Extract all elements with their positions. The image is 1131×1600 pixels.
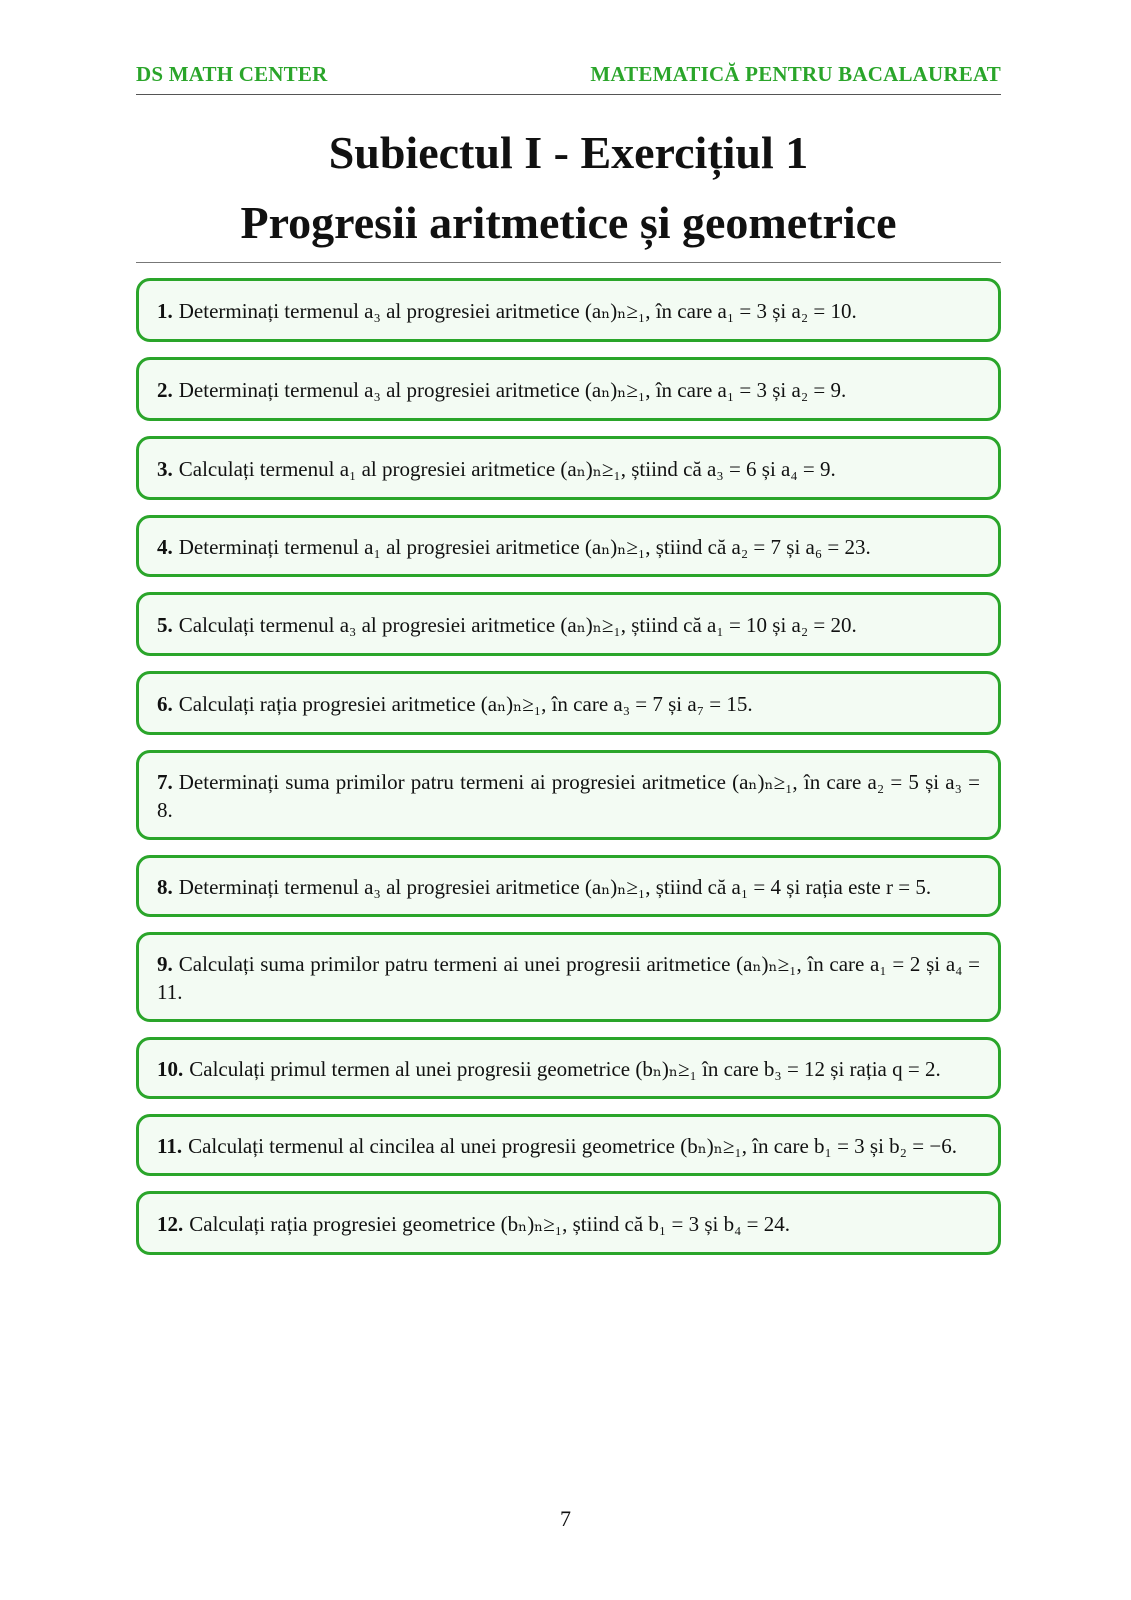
exercise-text: Determinați termenul a₃ al progresiei aritmetice (aₙ)ₙ≥₁, în care a₁ = 3 și a₂ = 10.	[178, 299, 857, 323]
exercise-box	[136, 515, 1001, 577]
exercise-box	[136, 671, 1001, 735]
exercise-text: Determinați termenul a₃ al progresiei aritmetice (aₙ)ₙ≥₁, știind că a₁ = 4 și rația este r = 5.	[178, 875, 932, 899]
exercise-number: 2.	[157, 378, 173, 402]
page-header	[136, 62, 1001, 95]
exercise-text: Calculați suma primilor patru termeni ai unei progresii aritmetice (aₙ)ₙ≥₁, în care a₁ = 2 și a₄ = 11.	[157, 952, 980, 1004]
exercise-text: Determinați termenul a₃ al progresiei aritmetice (aₙ)ₙ≥₁, în care a₁ = 3 și a₂ = 9.	[178, 378, 847, 402]
exercise-box	[136, 278, 1001, 342]
exercise-text: Calculați termenul a₁ al progresiei aritmetice (aₙ)ₙ≥₁, știind că a₃ = 6 și a₄ = 9.	[178, 457, 836, 481]
exercise-list	[136, 278, 1001, 1270]
exercise-number: 4.	[157, 535, 173, 559]
title-line-1: Subiectul I - Exercițiul 1	[328, 127, 809, 178]
exercise-text: Calculați termenul al cincilea al unei progresii geometrice (bₙ)ₙ≥₁, în care b₁ = 3 și b₂ = −6.	[188, 1134, 957, 1158]
exercise-box	[136, 436, 1001, 500]
exercise-box	[136, 1191, 1001, 1255]
header-right: MATEMATICĂ PENTRU BACALAUREAT	[590, 62, 1001, 86]
title-divider	[136, 262, 1001, 263]
exercise-box	[136, 932, 1001, 1022]
exercise-number: 8.	[157, 875, 173, 899]
exercise-number: 12.	[157, 1212, 184, 1236]
exercise-box	[136, 855, 1001, 917]
exercise-text: Calculați primul termen al unei progresii geometrice (bₙ)ₙ≥₁ în care b₃ = 12 și rația q = 2.	[189, 1057, 941, 1081]
exercise-text: Determinați suma primilor patru termeni ai progresiei aritmetice (aₙ)ₙ≥₁, în care a₂ = 5 și a₃ = 8.	[157, 770, 980, 822]
exercise-box	[136, 1037, 1001, 1099]
exercise-number: 11.	[157, 1134, 183, 1158]
exercise-number: 3.	[157, 457, 173, 481]
exercise-number: 7.	[157, 770, 173, 794]
exercise-box	[136, 750, 1001, 840]
exercise-number: 10.	[157, 1057, 184, 1081]
exercise-text: Calculați rația progresiei aritmetice (aₙ)ₙ≥₁, în care a₃ = 7 și a₇ = 15.	[178, 692, 753, 716]
exercise-box	[136, 357, 1001, 421]
title-line-2: Progresii aritmetice și geometrice	[240, 197, 897, 248]
exercise-text: Calculați rația progresiei geometrice (bₙ)ₙ≥₁, știind că b₁ = 3 și b₄ = 24.	[189, 1212, 791, 1236]
page-title	[136, 118, 1001, 258]
exercise-text: Determinați termenul a₁ al progresiei aritmetice (aₙ)ₙ≥₁, știind că a₂ = 7 și a₆ = 23.	[178, 535, 871, 559]
exercise-number: 1.	[157, 299, 173, 323]
page-number: 7	[560, 1506, 571, 1531]
exercise-box	[136, 1114, 1001, 1176]
exercise-number: 9.	[157, 952, 173, 976]
exercise-box	[136, 592, 1001, 656]
exercise-number: 5.	[157, 613, 173, 637]
header-left: DS MATH CENTER	[136, 62, 328, 86]
exercise-number: 6.	[157, 692, 173, 716]
exercise-text: Calculați termenul a₃ al progresiei aritmetice (aₙ)ₙ≥₁, știind că a₁ = 10 și a₂ = 20.	[178, 613, 857, 637]
